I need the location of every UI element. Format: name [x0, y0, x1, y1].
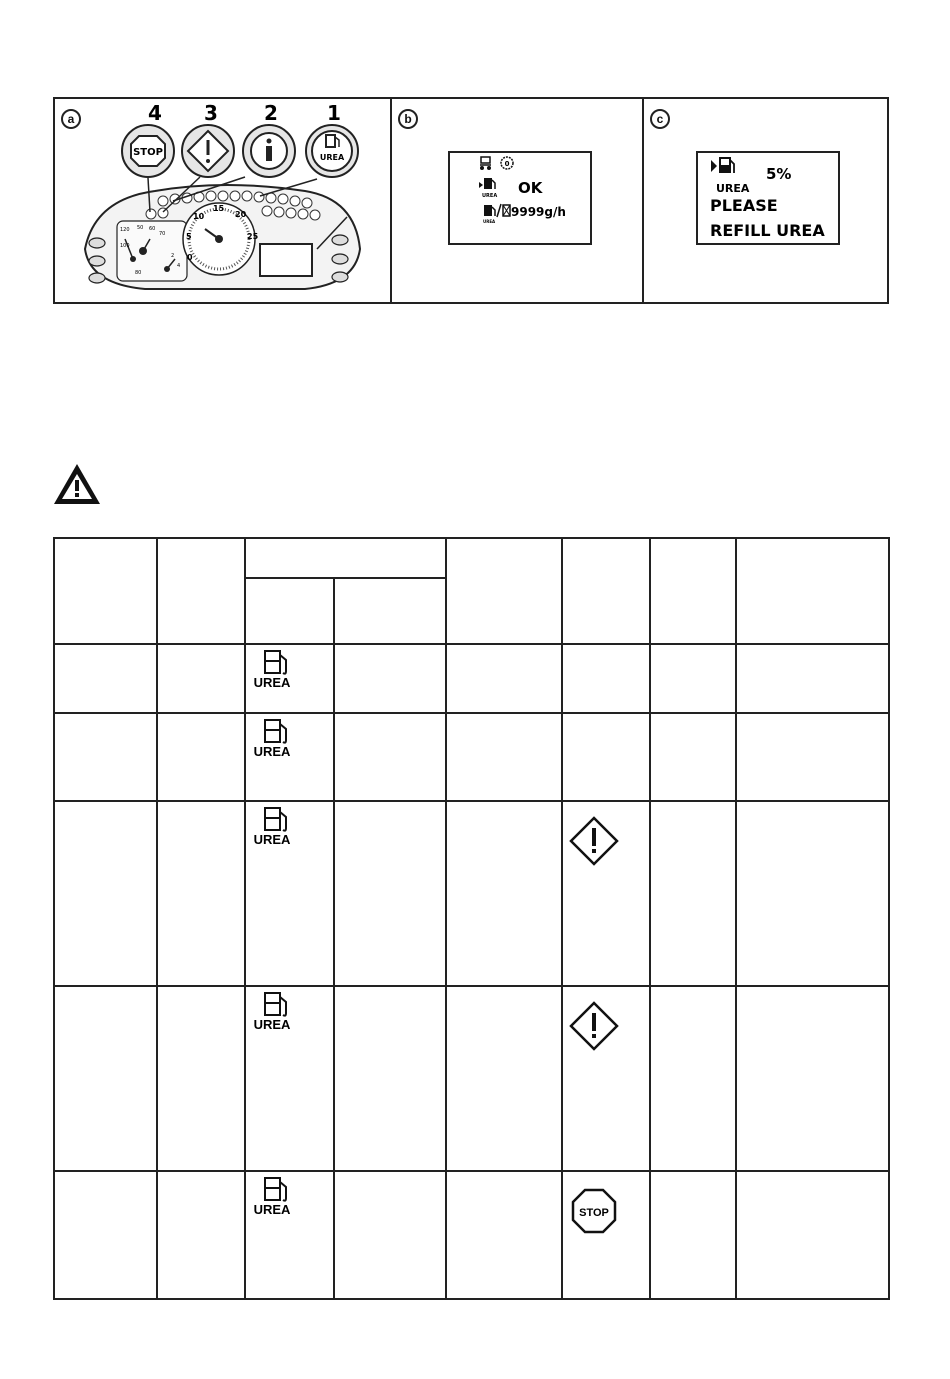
lamp-number-2: 2: [264, 101, 278, 125]
table-cell: [562, 801, 650, 986]
stop-lamp-icon: [122, 125, 174, 177]
lamp-number-3: 3: [204, 101, 218, 125]
table-cell: [245, 1171, 334, 1299]
svg-text:UREA: UREA: [483, 219, 496, 224]
svg-text:UREA: UREA: [253, 832, 291, 847]
panel-b-letter: b: [398, 109, 418, 129]
consumption-icon: [483, 204, 510, 224]
panel-c-letter: c: [650, 109, 670, 129]
table-cell: [446, 1171, 562, 1299]
warning-triangle-icon: [52, 462, 102, 506]
svg-text:100: 100: [120, 243, 130, 249]
svg-text:50: 50: [137, 225, 144, 231]
table-row: [54, 644, 889, 713]
table-cell: [334, 644, 446, 713]
svg-text:STOP: STOP: [579, 1207, 609, 1219]
urea-pump-icon: [248, 716, 296, 762]
table-cell: [157, 713, 245, 801]
table-cell: [157, 1171, 245, 1299]
display-panel-c: [696, 151, 840, 245]
svg-text:5: 5: [186, 232, 192, 241]
info-lamp-icon: [243, 125, 295, 177]
table-cell: [736, 801, 889, 986]
panel-b: [392, 99, 644, 302]
table-cell: [334, 986, 446, 1171]
engine-brake-icon: [501, 157, 513, 169]
table-cell: [562, 644, 650, 713]
warning-diamond-icon: [569, 1001, 619, 1051]
table-cell: [736, 713, 889, 801]
table-cell: [736, 1171, 889, 1299]
header-cell: [54, 538, 157, 644]
table-cell: [446, 713, 562, 801]
svg-text:UREA: UREA: [253, 1017, 291, 1032]
urea-label-text: UREA: [716, 182, 750, 195]
svg-text:15: 15: [213, 204, 225, 213]
table-cell: [650, 801, 736, 986]
table-cell: [446, 801, 562, 986]
svg-text:10: 10: [193, 212, 205, 221]
urea-level-icon: [711, 158, 734, 173]
svg-text:UREA: UREA: [253, 744, 291, 759]
table-cell: [334, 1171, 446, 1299]
table-cell: [650, 986, 736, 1171]
table-cell: [157, 986, 245, 1171]
svg-text:25: 25: [247, 232, 259, 241]
header-cell: [736, 538, 889, 644]
svg-text:UREA: UREA: [253, 675, 291, 690]
stop-lamp-text: STOP: [133, 147, 163, 158]
table-cell: [54, 713, 157, 801]
table-cell: [650, 1171, 736, 1299]
table-cell: [245, 801, 334, 986]
urea-pump-icon: [248, 989, 296, 1035]
table-cell: [736, 644, 889, 713]
table-cell: [562, 713, 650, 801]
table-cell: [245, 986, 334, 1171]
svg-text:70: 70: [159, 231, 166, 237]
urea-lamp-text: UREA: [319, 153, 345, 162]
header-cell-group: [245, 538, 446, 578]
warning-lamp-icon: [182, 125, 234, 177]
table-row: [54, 986, 889, 1171]
table-cell: [446, 986, 562, 1171]
instrument-figure: [53, 97, 889, 304]
panel-a: [55, 99, 392, 302]
svg-text:80: 80: [135, 270, 142, 276]
table-cell: [334, 801, 446, 986]
urea-level-table: [53, 537, 890, 1300]
table-cell: [54, 1171, 157, 1299]
table-cell: [54, 986, 157, 1171]
display-panel-b: [448, 151, 592, 245]
status-ok-text: OK: [518, 179, 543, 197]
lamp-number-4: 4: [148, 101, 162, 125]
table-header-row: [54, 538, 889, 578]
consumption-text: 9999g/h: [511, 205, 566, 219]
svg-text:UREA: UREA: [253, 1202, 291, 1217]
stop-octagon-icon: [569, 1186, 619, 1236]
table-cell: [334, 713, 446, 801]
header-cell: [446, 538, 562, 644]
svg-text:0: 0: [187, 253, 193, 262]
svg-text:60: 60: [149, 226, 156, 232]
urea-level-text: 5%: [766, 165, 792, 183]
svg-text:UREA: UREA: [482, 193, 498, 199]
table-row: [54, 1171, 889, 1299]
svg-text:120: 120: [120, 227, 130, 233]
message-line-2: REFILL UREA: [710, 221, 825, 240]
dashboard-illustration: [55, 99, 392, 306]
table-cell: [245, 713, 334, 801]
urea-pump-icon: [479, 178, 497, 199]
header-cell: [157, 538, 245, 644]
svg-text:4: 4: [177, 263, 181, 269]
warning-diamond-icon: [569, 816, 619, 866]
table-cell: [157, 644, 245, 713]
table-cell: [650, 713, 736, 801]
urea-lamp-icon: [306, 125, 358, 177]
header-cell: [245, 578, 334, 644]
urea-pump-icon: [248, 1174, 296, 1220]
table-cell: [54, 801, 157, 986]
table-cell: [562, 986, 650, 1171]
header-cell: [334, 578, 446, 644]
header-cell: [650, 538, 736, 644]
table-cell: [157, 801, 245, 986]
lamp-number-1: 1: [327, 101, 341, 125]
svg-text:20: 20: [235, 210, 247, 219]
table-cell: [54, 644, 157, 713]
table-cell: [446, 644, 562, 713]
table-cell: [650, 644, 736, 713]
table-row: [54, 801, 889, 986]
table-cell: [736, 986, 889, 1171]
message-line-1: PLEASE: [710, 196, 778, 215]
svg-text:2: 2: [171, 253, 175, 259]
table-row: [54, 713, 889, 801]
urea-pump-icon: [248, 647, 296, 693]
svg-text:0: 0: [504, 160, 510, 168]
urea-pump-icon: [248, 804, 296, 850]
table-cell: [245, 644, 334, 713]
panel-a-letter: a: [61, 109, 81, 129]
panel-c: [644, 99, 889, 302]
tractor-icon: [480, 157, 491, 170]
table-cell: [562, 1171, 650, 1299]
header-cell: [562, 538, 650, 644]
